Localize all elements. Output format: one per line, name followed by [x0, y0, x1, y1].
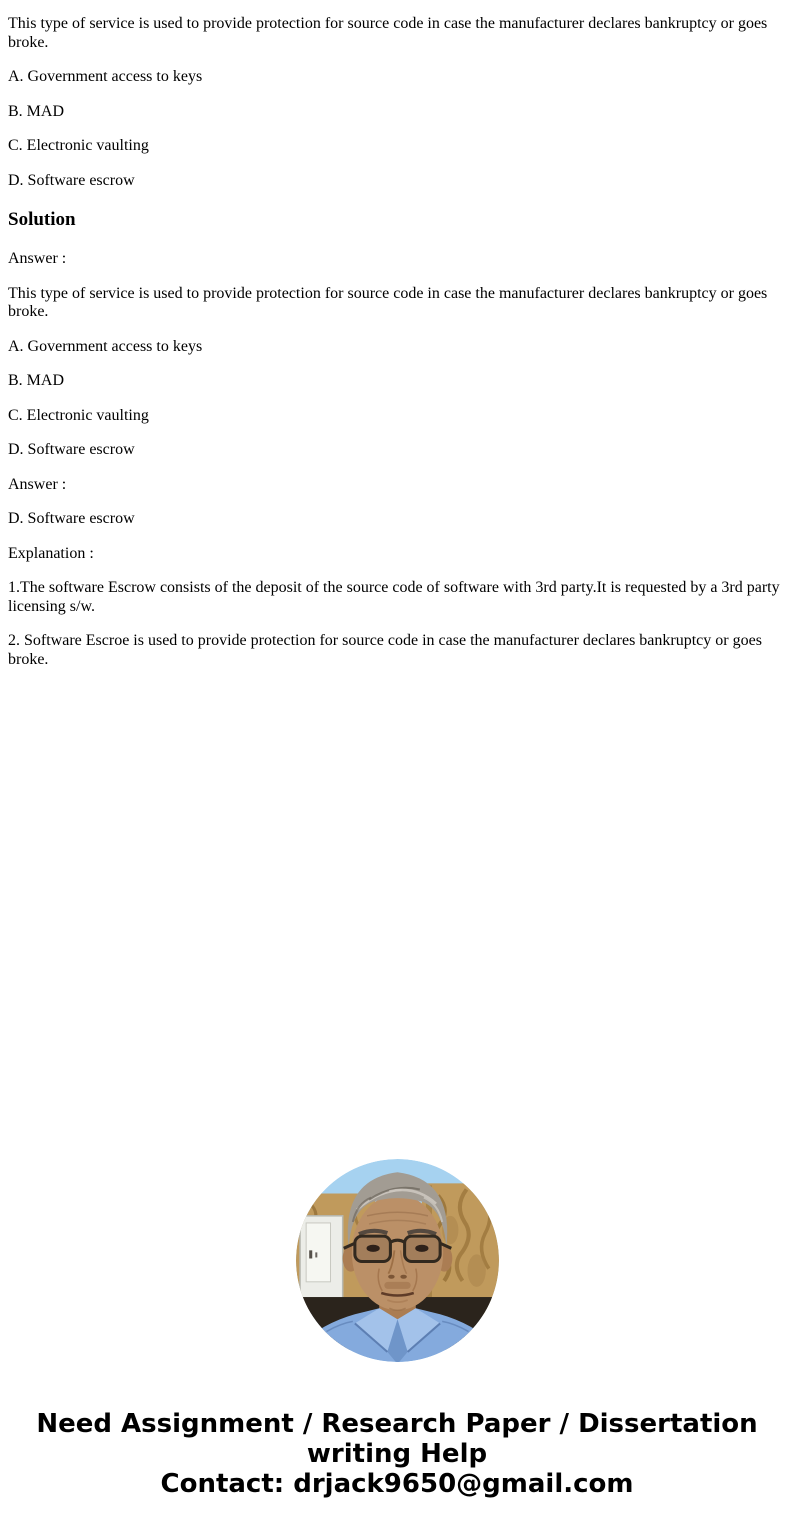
tutor-photo-illustration	[296, 1159, 499, 1362]
question-text: This type of service is used to provide protection for source code in case the manufacturer declares bankruptcy or goes broke.	[8, 15, 768, 51]
question-option-b: B. MAD	[8, 102, 65, 120]
footer-contact-email: Contact: drjack9650@gmail.com	[160, 1469, 634, 1499]
solution-option-c: C. Electronic vaulting	[8, 406, 149, 424]
solution-option-a: A. Government access to keys	[8, 337, 203, 355]
solution-option-d: D. Software escrow	[8, 441, 135, 458]
solution-page	[0, 15, 794, 1538]
question-option-d: D. Software escrow	[8, 171, 135, 189]
question-option-c: C. Electronic vaulting	[8, 137, 149, 154]
footer-help-line-1: Need Assignment / Research Paper / Dissertation	[36, 1409, 758, 1439]
footer-banner	[8, 1409, 786, 1499]
footer-help-line-2: writing Help	[306, 1439, 488, 1469]
answer-label: Answer :	[8, 250, 67, 267]
solution-option-b: B. MAD	[8, 372, 65, 389]
solution-heading: Solution	[8, 209, 76, 230]
question-option-a: A. Government access to keys	[8, 68, 203, 85]
tutor-avatar	[296, 1159, 499, 1362]
final-answer-text: D. Software escrow	[8, 510, 135, 527]
explanation-point-2: 2. Software Escroe is used to provide protection for source code in case the manufacturer declares bankruptcy or goes broke.	[8, 632, 762, 668]
explanation-point-1: 1.The software Escrow consists of the deposit of the source code of software with 3rd party.It is requested by a 3rd party licensing s/w.	[8, 579, 780, 615]
solution-question-text: This type of service is used to provide protection for source code in case the manufacturer declares bankruptcy or goes broke.	[8, 284, 768, 320]
explanation-label: Explanation :	[8, 544, 94, 562]
final-answer-label: Answer :	[8, 475, 67, 493]
